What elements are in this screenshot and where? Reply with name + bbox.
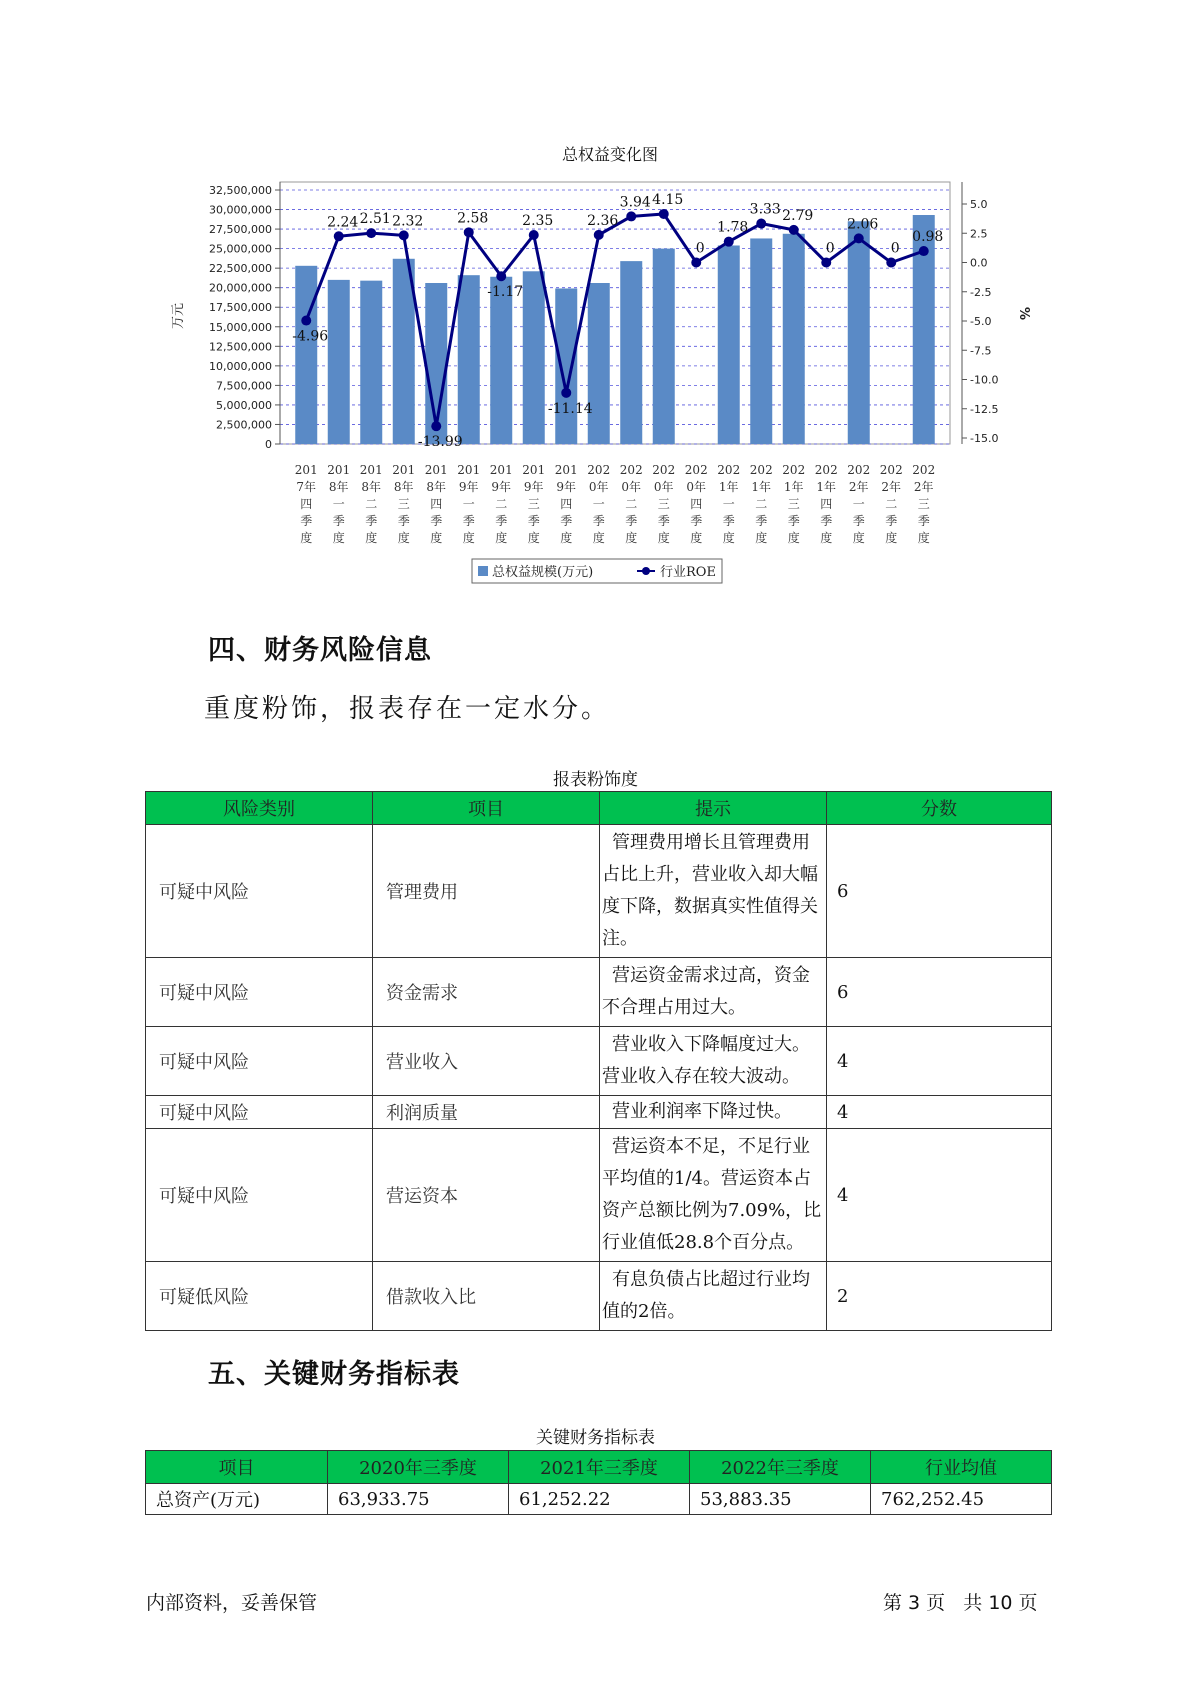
x-tick-label: 三 — [917, 497, 930, 511]
x-tick-label: 202 — [847, 463, 871, 477]
x-tick-label: 二 — [495, 497, 508, 511]
y-left-tick-label: 30,000,000 — [209, 203, 272, 217]
x-tick-label: 202 — [619, 463, 643, 477]
x-tick-label: 201 — [294, 463, 318, 477]
kpi-value: 53,883.35 — [690, 1484, 871, 1515]
table-row — [146, 1262, 1052, 1331]
roe-point — [334, 231, 344, 241]
roe-data-label: 0.98 — [912, 229, 944, 246]
roe-data-label: 0 — [825, 240, 835, 257]
x-tick-label: 度 — [690, 531, 703, 545]
x-tick-label: 度 — [332, 531, 345, 545]
section4-heading: 四、财务风险信息 — [208, 635, 432, 666]
table-row — [146, 1484, 1052, 1515]
risk-category: 可疑中风险 — [146, 958, 373, 1027]
roe-point — [854, 233, 864, 243]
y-right-tick-label: -12.5 — [970, 402, 999, 416]
x-tick-label: 季 — [300, 514, 313, 528]
risk-item: 管理费用 — [373, 825, 600, 958]
legend-bar-swatch — [478, 566, 488, 576]
roe-data-label: 3.94 — [619, 194, 651, 211]
x-tick-label: 度 — [722, 531, 735, 545]
roe-point — [594, 230, 604, 240]
header-cell: 提示 — [600, 792, 827, 825]
y-right-tick-label: -7.5 — [970, 344, 992, 358]
bar — [328, 280, 350, 444]
bar — [555, 288, 577, 444]
x-tick-label: 季 — [462, 514, 475, 528]
x-tick-label: 季 — [755, 514, 768, 528]
x-tick-label: 二 — [625, 497, 638, 511]
x-tick-label: 202 — [717, 463, 741, 477]
x-tick-label: 2年 — [913, 480, 934, 494]
x-tick-label: 季 — [820, 514, 833, 528]
chart-title: 总权益变化图 — [561, 145, 658, 164]
x-tick-label: 1年 — [751, 480, 772, 494]
footer-page-number: 第 3 页 共 10 页 — [883, 1592, 1038, 1614]
x-tick-label: 202 — [782, 463, 806, 477]
x-tick-label: 度 — [657, 531, 670, 545]
x-tick-label: 8年 — [328, 480, 349, 494]
bar — [523, 271, 545, 444]
x-tick-label: 201 — [522, 463, 546, 477]
y-left-axis-title: 万元 — [171, 302, 186, 329]
x-tick-label: 度 — [560, 531, 573, 545]
x-tick-label: 季 — [592, 514, 605, 528]
x-tick-label: 度 — [365, 531, 378, 545]
risk-tip: 有息负债占比超过行业均值的2倍。 — [600, 1262, 827, 1331]
x-tick-label: 季 — [787, 514, 800, 528]
risk-score: 4 — [827, 1027, 1052, 1096]
x-tick-label: 201 — [489, 463, 513, 477]
roe-point — [496, 271, 506, 281]
y-left-tick-label: 17,500,000 — [209, 301, 272, 315]
risk-score: 6 — [827, 825, 1052, 958]
roe-point — [724, 237, 734, 247]
x-tick-label: 度 — [592, 531, 605, 545]
roe-data-label: 1.78 — [717, 219, 749, 236]
x-tick-label: 9年 — [523, 480, 544, 494]
risk-item: 营业收入 — [373, 1027, 600, 1096]
kpi-table-caption: 关键财务指标表 — [536, 1428, 655, 1448]
x-tick-label: 二 — [885, 497, 898, 511]
risk-tip: 管理费用增长且管理费用占比上升，营业收入却大幅度下降，数据真实性值得关注。 — [600, 825, 827, 958]
roe-data-label: 2.36 — [587, 212, 619, 229]
roe-point — [919, 246, 929, 256]
x-tick-label: 三 — [657, 497, 670, 511]
x-tick-label: 二 — [755, 497, 768, 511]
x-tick-label: 8年 — [426, 480, 447, 494]
roe-data-label: 2.51 — [359, 211, 391, 228]
x-tick-label: 9年 — [491, 480, 512, 494]
bar — [653, 249, 675, 444]
risk-tip: 营业利润率下降过快。 — [600, 1096, 827, 1129]
risk-score: 4 — [827, 1129, 1052, 1262]
x-tick-label: 度 — [852, 531, 865, 545]
risk-item: 利润质量 — [373, 1096, 600, 1129]
kpi-value: 61,252.22 — [509, 1484, 690, 1515]
y-left-tick-label: 10,000,000 — [209, 359, 272, 373]
header-cell: 项目 — [146, 1451, 328, 1484]
x-tick-label: 0年 — [588, 480, 609, 494]
x-tick-label: 202 — [587, 463, 611, 477]
x-tick-label: 1年 — [718, 480, 739, 494]
x-tick-label: 度 — [820, 531, 833, 545]
x-tick-label: 四 — [690, 497, 703, 511]
roe-data-label: -11.14 — [547, 400, 593, 417]
x-tick-label: 二 — [365, 497, 378, 511]
roe-point — [529, 230, 539, 240]
y-left-tick-label: 7,500,000 — [216, 379, 272, 393]
x-tick-label: 202 — [684, 463, 708, 477]
x-tick-label: 季 — [625, 514, 638, 528]
x-tick-label: 三 — [527, 497, 540, 511]
x-tick-label: 度 — [300, 531, 313, 545]
risk-tip: 营运资本不足，不足行业平均值的1/4。营运资本占资产总额比例为7.09%，比行业值低28.8个百分点。 — [600, 1129, 827, 1262]
roe-point — [659, 209, 669, 219]
bar — [490, 277, 512, 444]
x-tick-label: 201 — [554, 463, 578, 477]
x-tick-label: 0年 — [621, 480, 642, 494]
y-left-tick-label: 0 — [265, 438, 272, 451]
kpi-table-header — [146, 1451, 1052, 1484]
x-tick-label: 季 — [722, 514, 735, 528]
risk-category: 可疑中风险 — [146, 1129, 373, 1262]
bar — [783, 234, 805, 444]
y-right-tick-label: -15.0 — [970, 432, 999, 445]
y-left-tick-label: 2,500,000 — [216, 418, 272, 432]
x-tick-label: 0年 — [653, 480, 674, 494]
y-right-tick-label: -2.5 — [970, 285, 992, 299]
x-tick-label: 一 — [592, 497, 605, 511]
legend-line-marker — [642, 567, 650, 575]
x-tick-label: 四 — [820, 497, 833, 511]
roe-point — [789, 225, 799, 235]
x-tick-label: 四 — [430, 497, 443, 511]
x-tick-label: 度 — [885, 531, 898, 545]
x-tick-label: 8年 — [361, 480, 382, 494]
x-tick-label: 度 — [430, 531, 443, 545]
x-tick-label: 度 — [917, 531, 930, 545]
x-tick-label: 度 — [625, 531, 638, 545]
x-tick-label: 季 — [917, 514, 930, 528]
kpi-label: 总资产(万元) — [146, 1484, 328, 1515]
roe-point — [821, 258, 831, 268]
table-row — [146, 825, 1052, 958]
x-tick-label: 季 — [657, 514, 670, 528]
x-tick-label: 季 — [690, 514, 703, 528]
x-tick-label: 季 — [527, 514, 540, 528]
bar — [295, 266, 317, 444]
header-cell: 2020年三季度 — [328, 1451, 509, 1484]
x-tick-label: 202 — [814, 463, 838, 477]
x-tick-label: 2年 — [848, 480, 869, 494]
roe-point — [366, 228, 376, 238]
x-tick-label: 度 — [755, 531, 768, 545]
x-tick-label: 度 — [527, 531, 540, 545]
y-right-tick-label: 2.5 — [970, 227, 988, 241]
x-tick-label: 度 — [787, 531, 800, 545]
x-tick-label: 季 — [852, 514, 865, 528]
risk-table-caption: 报表粉饰度 — [553, 770, 638, 790]
header-cell: 分数 — [827, 792, 1052, 825]
x-tick-label: 9年 — [458, 480, 479, 494]
y-left-tick-label: 27,500,000 — [209, 223, 272, 237]
y-left-tick-label: 32,500,000 — [209, 184, 272, 197]
roe-data-label: 2.06 — [847, 216, 879, 233]
roe-data-label: -4.96 — [292, 328, 329, 345]
bar — [718, 245, 740, 444]
table-row — [146, 1096, 1052, 1129]
x-tick-label: 季 — [397, 514, 410, 528]
x-tick-label: 201 — [457, 463, 481, 477]
x-tick-label: 202 — [749, 463, 773, 477]
risk-score: 2 — [827, 1262, 1052, 1331]
x-tick-label: 季 — [560, 514, 573, 528]
roe-data-label: 0 — [695, 240, 705, 257]
bar — [848, 221, 870, 444]
table-row — [146, 958, 1052, 1027]
x-tick-label: 季 — [430, 514, 443, 528]
x-tick-label: 季 — [885, 514, 898, 528]
x-tick-label: 季 — [332, 514, 345, 528]
equity-chart — [160, 138, 1060, 588]
y-right-tick-label: 0.0 — [970, 256, 988, 270]
roe-point — [464, 227, 474, 237]
roe-point — [691, 258, 701, 268]
header-cell: 2021年三季度 — [509, 1451, 690, 1484]
x-tick-label: 7年 — [296, 480, 317, 494]
x-tick-label: 三 — [397, 497, 410, 511]
y-left-tick-label: 22,500,000 — [209, 262, 272, 276]
section5-heading: 五、关键财务指标表 — [208, 1359, 460, 1390]
roe-data-label: -13.99 — [417, 434, 463, 451]
risk-table — [145, 791, 1052, 1331]
x-tick-label: 四 — [560, 497, 573, 511]
x-tick-label: 8年 — [393, 480, 414, 494]
roe-data-label: 2.58 — [457, 210, 489, 227]
risk-category: 可疑中风险 — [146, 1027, 373, 1096]
x-tick-label: 201 — [424, 463, 448, 477]
risk-table-header — [146, 792, 1052, 825]
x-tick-label: 度 — [495, 531, 508, 545]
x-tick-label: 四 — [300, 497, 313, 511]
x-tick-label: 季 — [365, 514, 378, 528]
table-row — [146, 1027, 1052, 1096]
header-cell: 行业均值 — [871, 1451, 1052, 1484]
risk-item: 营运资本 — [373, 1129, 600, 1262]
y-left-tick-label: 25,000,000 — [209, 242, 272, 256]
x-tick-label: 201 — [392, 463, 416, 477]
x-tick-label: 一 — [332, 497, 345, 511]
x-tick-label: 202 — [912, 463, 936, 477]
bar — [588, 283, 610, 444]
roe-data-label: 2.35 — [522, 213, 554, 230]
roe-point — [756, 219, 766, 229]
roe-point — [886, 258, 896, 268]
roe-data-label: 2.79 — [782, 207, 814, 224]
x-tick-label: 202 — [652, 463, 676, 477]
bar — [750, 238, 772, 444]
x-tick-label: 三 — [787, 497, 800, 511]
x-tick-label: 度 — [462, 531, 475, 545]
x-tick-label: 202 — [879, 463, 903, 477]
y-right-tick-label: -10.0 — [970, 373, 999, 387]
kpi-value: 63,933.75 — [328, 1484, 509, 1515]
x-tick-label: 季 — [495, 514, 508, 528]
header-cell: 项目 — [373, 792, 600, 825]
chart-svg — [160, 138, 1060, 588]
legend-line-label: 行业ROE — [660, 565, 716, 580]
roe-point — [431, 421, 441, 431]
risk-item: 资金需求 — [373, 958, 600, 1027]
x-tick-label: 一 — [462, 497, 475, 511]
risk-category: 可疑中风险 — [146, 825, 373, 958]
bar — [620, 261, 642, 444]
risk-summary: 重度粉饰，报表存在一定水分。 — [204, 694, 611, 724]
bar — [360, 281, 382, 444]
roe-data-label: 4.15 — [652, 191, 684, 208]
y-right-axis-title: % — [1016, 307, 1031, 321]
x-tick-label: 2年 — [881, 480, 902, 494]
x-tick-label: 201 — [359, 463, 383, 477]
roe-data-label: 0 — [890, 240, 900, 257]
risk-score: 4 — [827, 1096, 1052, 1129]
y-right-tick-label: 5.0 — [970, 198, 988, 211]
roe-data-label: 2.32 — [392, 213, 424, 230]
y-left-tick-label: 20,000,000 — [209, 281, 272, 295]
roe-point — [561, 388, 571, 398]
roe-data-label: 2.24 — [327, 214, 359, 231]
x-tick-label: 1年 — [783, 480, 804, 494]
roe-data-label: -1.17 — [487, 284, 524, 301]
roe-data-label: 3.33 — [749, 201, 781, 218]
risk-tip: 营运资金需求过高，资金不合理占用过大。 — [600, 958, 827, 1027]
legend-bar-label: 总权益规模(万元) — [492, 565, 594, 580]
x-tick-label: 1年 — [816, 480, 837, 494]
x-tick-label: 0年 — [686, 480, 707, 494]
roe-point — [626, 211, 636, 221]
roe-point — [301, 316, 311, 326]
risk-category: 可疑低风险 — [146, 1262, 373, 1331]
x-tick-label: 一 — [852, 497, 865, 511]
y-left-tick-label: 12,500,000 — [209, 340, 272, 354]
x-tick-label: 一 — [722, 497, 735, 511]
roe-point — [399, 230, 409, 240]
risk-category: 可疑中风险 — [146, 1096, 373, 1129]
y-left-tick-label: 15,000,000 — [209, 320, 272, 334]
x-tick-label: 9年 — [556, 480, 577, 494]
risk-item: 借款收入比 — [373, 1262, 600, 1331]
x-tick-label: 201 — [327, 463, 351, 477]
y-right-tick-label: -5.0 — [970, 315, 992, 328]
kpi-value: 762,252.45 — [871, 1484, 1052, 1515]
header-cell: 风险类别 — [146, 792, 373, 825]
risk-score: 6 — [827, 958, 1052, 1027]
kpi-table — [145, 1450, 1052, 1515]
risk-tip: 营业收入下降幅度过大。营业收入存在较大波动。 — [600, 1027, 827, 1096]
bar — [458, 275, 480, 444]
header-cell: 2022年三季度 — [690, 1451, 871, 1484]
y-left-tick-label: 5,000,000 — [216, 398, 272, 412]
table-row — [146, 1129, 1052, 1262]
footer-confidential: 内部资料，妥善保管 — [146, 1592, 318, 1614]
x-tick-label: 度 — [397, 531, 410, 545]
